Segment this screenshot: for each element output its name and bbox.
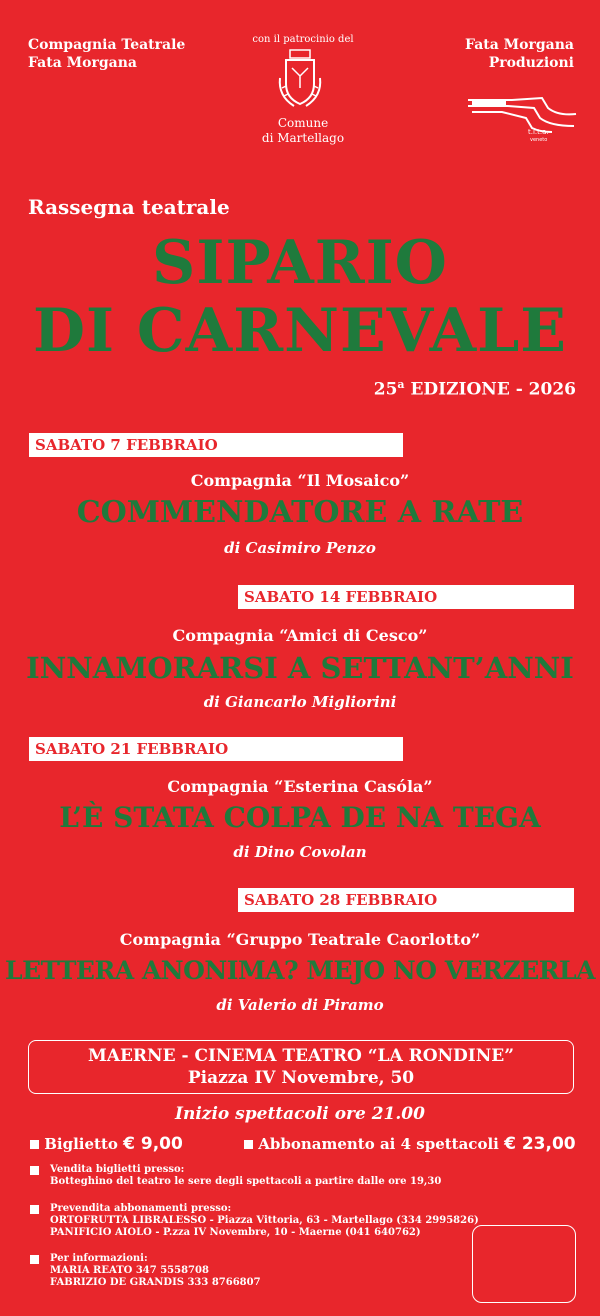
venue-box <box>28 1040 574 1094</box>
organizer-right-line1: Fata Morgana <box>465 37 574 53</box>
comune-line2: di Martellago <box>261 131 345 145</box>
show-author-3: di Dino Covolan <box>233 843 367 861</box>
show-date-1: SABATO 7 FEBBRAIO <box>29 433 403 457</box>
show-author-2: di Giancarlo Migliorini <box>203 693 397 711</box>
contact-line2: FABRIZIO DE GRANDIS 333 8766807 <box>50 1277 261 1288</box>
contact-info <box>50 1253 261 1289</box>
sale-text: Botteghino del teatro le sere degli spettacoli a partire dalle ore 19,30 <box>50 1176 442 1187</box>
stamp-area <box>472 1225 576 1303</box>
ticket-bullet <box>30 1140 39 1149</box>
edition <box>374 378 576 400</box>
contact-bullet <box>30 1255 39 1264</box>
show-title-1: COMMENDATORE A RATE <box>76 495 524 530</box>
edition-year: EDIZIONE - 2026 <box>404 379 576 400</box>
venue-name: MAERNE - CINEMA TEATRO “LA RONDINE” <box>87 1046 515 1066</box>
sale-title: Vendita biglietti presso: <box>50 1164 185 1175</box>
ticket-label: Biglietto <box>44 1135 118 1153</box>
show-date-2: SABATO 14 FEBBRAIO <box>238 585 574 609</box>
pass-label: Abbonamento ai 4 spettacoli <box>258 1135 499 1153</box>
pass-price: € 23,00 <box>504 1134 576 1154</box>
organizer-left-line1: Compagnia Teatrale <box>28 37 186 53</box>
svg-text:t.i.t.a.: t.i.t.a. <box>528 128 549 136</box>
contact-line1: MARIA REATO 347 5558708 <box>50 1265 209 1276</box>
pass-bullet <box>244 1140 253 1149</box>
organizer-right <box>465 36 574 72</box>
sale-bullet <box>30 1166 39 1175</box>
svg-text:veneto: veneto <box>530 137 548 143</box>
festival-title-line2: DI CARNEVALE <box>32 296 568 366</box>
organizer-right-line2: Produzioni <box>488 55 574 71</box>
presale-line2: PANIFICIO AIOLO - P.zza IV Novembre, 10 - Maerne (041 640762) <box>50 1227 421 1238</box>
presale-title: Prevendita abbonamenti presso: <box>50 1203 232 1214</box>
ticket-price-row <box>30 1134 183 1154</box>
show-company-2: Compagnia “Amici di Cesco” <box>172 626 428 645</box>
show-company-1: Compagnia “Il Mosaico” <box>190 471 410 490</box>
comune-crest-icon <box>276 48 324 112</box>
organizer-left <box>28 36 185 72</box>
sale-info <box>50 1164 441 1188</box>
ticket-price: € 9,00 <box>123 1134 183 1154</box>
show-title-3: L’È STATA COLPA DE NA TEGA <box>59 801 541 834</box>
show-date-4: SABATO 28 FEBBRAIO <box>238 888 574 912</box>
venue-address: Piazza IV Novembre, 50 <box>187 1068 415 1088</box>
show-company-4: Compagnia “Gruppo Teatrale Caorlotto” <box>119 930 481 949</box>
edition-number: 25 <box>373 379 398 400</box>
pass-price-row <box>244 1134 576 1154</box>
tita-logo-icon <box>466 96 578 144</box>
presale-bullet <box>30 1205 39 1214</box>
comune-name <box>244 116 362 146</box>
show-author-1: di Casimiro Penzo <box>224 539 376 557</box>
contact-title: Per informazioni: <box>50 1253 148 1264</box>
edition-ordinal: a <box>397 378 405 391</box>
festival-label: Rassegna teatrale <box>28 195 230 219</box>
presale-info <box>50 1203 479 1239</box>
presale-line1: ORTOFRUTTA LIBRALESSO - Piazza Vittoria, 63 - Martellago (334 2995826) <box>50 1215 479 1226</box>
show-company-3: Compagnia “Esterina Casóla” <box>167 777 433 796</box>
show-author-4: di Valerio di Piramo <box>216 996 384 1014</box>
festival-title-line1: SIPARIO <box>152 228 448 298</box>
start-time: Inizio spettacoli ore 21.00 <box>175 1104 425 1124</box>
comune-line1: Comune <box>277 116 329 130</box>
patronage-label: con il patrocinio del <box>252 34 354 45</box>
show-title-2: INNAMORARSI A SETTANT’ANNI <box>26 651 574 685</box>
organizer-left-line2: Fata Morgana <box>28 55 137 71</box>
show-date-3: SABATO 21 FEBBRAIO <box>29 737 403 761</box>
show-title-4: LETTERA ANONIMA? MEJO NO VERZERLA <box>4 956 596 985</box>
